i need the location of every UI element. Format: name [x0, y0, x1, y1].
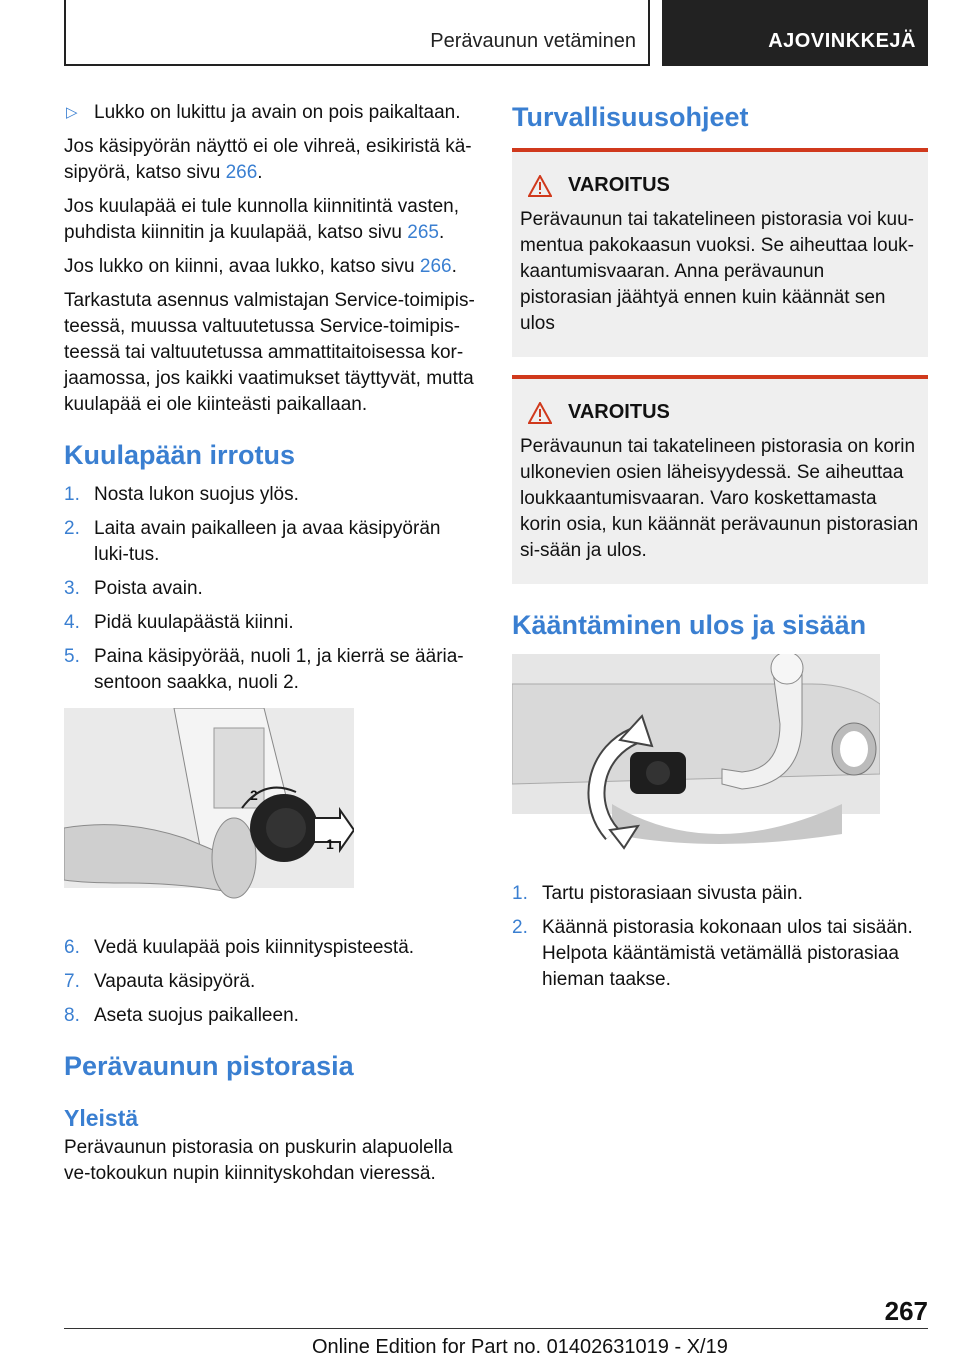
- arrow-label-1: 1: [326, 836, 334, 852]
- step-text: Tartu pistorasiaan sivusta päin.: [542, 883, 803, 904]
- step-text: Vedä kuulapää pois kiinnityspisteestä.: [94, 937, 415, 958]
- step-text: Käännä pistorasia kokonaan ulos tai sisään. Helpota kääntämistä vetämällä pistorasiaa hieman taakse.: [542, 917, 913, 990]
- step-number: 2.: [512, 917, 528, 938]
- section-title: Kääntäminen ulos ja sisään: [512, 610, 867, 640]
- triangle-bullet-icon: ▷: [66, 104, 78, 121]
- paragraph: Jos kuulapää ei tule kunnolla kiinnitintä vasten, puhdista kiinnitin ja kuulapää, katso sivu 265.: [64, 196, 460, 243]
- section-title: Turvallisuusohjeet: [512, 102, 749, 132]
- list-item: [64, 482, 478, 508]
- warning-box: [512, 148, 928, 357]
- step-text: Aseta suojus paikalleen.: [94, 1005, 299, 1026]
- paragraph: Tarkastuta asennus valmistajan Service-toimipis-teessä, muussa valtuutetussa Service-toimipis-teessä tai valtuutetussa ammattitaitoisessa kor-jaamossa, jos kaikki vaatimukset täyttyvät, mutta kuulapää ei ole kiinteästi paikallaan.: [64, 290, 475, 415]
- check-item-text: Lukko on lukittu ja avain on pois paikaltaan.: [94, 102, 461, 123]
- step-text: Nosta lukon suojus ylös.: [94, 484, 299, 505]
- page-link[interactable]: 266: [419, 256, 452, 277]
- list-item: [64, 610, 478, 636]
- header-title-box: [64, 0, 650, 66]
- step-number: 2.: [64, 518, 80, 539]
- step-text: Vapauta käsipyörä.: [94, 971, 256, 992]
- paragraph-text: Jos kuulapää ei tule kunnolla kiinnitintä vasten, puhdista kiinnitin ja kuulapää, katso sivu: [64, 196, 460, 243]
- header-chapter: AJOVINKKEJÄ: [768, 30, 916, 52]
- paragraph: Jos lukko on kiinni, avaa lukko, katso sivu 266.: [64, 256, 457, 277]
- arrow-label-2: 2: [250, 787, 258, 803]
- header-title: Perävaunun vetäminen: [430, 30, 636, 52]
- warning-label: VAROITUS: [568, 174, 670, 196]
- footer-divider: [64, 1328, 928, 1329]
- page-link[interactable]: 265: [407, 222, 439, 243]
- step-text: Poista avain.: [94, 578, 203, 599]
- list-item: [64, 969, 478, 995]
- section-title: Kuulapään irrotus: [64, 440, 296, 470]
- step-number: 8.: [64, 1005, 80, 1026]
- warning-label: VAROITUS: [568, 401, 670, 423]
- step-number: 3.: [64, 578, 80, 599]
- right-column: [512, 100, 928, 1001]
- step-number: 7.: [64, 971, 80, 992]
- page-header: [64, 0, 928, 66]
- warning-heading: [520, 174, 920, 197]
- warning-triangle-icon: [528, 175, 552, 197]
- step-number: 6.: [64, 937, 80, 958]
- steps-list: [64, 935, 478, 1029]
- warning-heading: [520, 401, 920, 424]
- list-item: [64, 1003, 478, 1029]
- step-number: 4.: [64, 612, 80, 633]
- list-item: [64, 935, 478, 961]
- paragraph-text: Jos lukko on kiinni, avaa lukko, katso sivu: [64, 256, 420, 277]
- warning-box: [512, 375, 928, 584]
- step-text: Pidä kuulapäästä kiinni.: [94, 612, 294, 633]
- list-item: [512, 915, 928, 993]
- warning-text: Perävaunun tai takatelineen pistorasia voi kuu-mentua pakokaasun vuoksi. Se aiheuttaa louk-kaantumisvaaran. Anna perävaunun pistorasian jäähtyä ennen kuin käännät sen ulos: [520, 209, 914, 334]
- steps-list: [512, 881, 928, 993]
- edition-text: Online Edition for Part no. 01402631019 - X/19: [312, 1336, 728, 1358]
- step-text: Laita avain paikalleen ja avaa käsipyörän luki-tus.: [94, 518, 441, 565]
- warning-triangle-icon: [528, 402, 552, 424]
- list-item: [64, 516, 478, 568]
- page-link[interactable]: 266: [225, 162, 258, 183]
- socket-illustration: [512, 654, 880, 854]
- paragraph: Jos käsipyörän näyttö ei ole vihreä, esikiristä kä-sipyörä, katso sivu 266.: [64, 136, 472, 183]
- step-number: 1.: [64, 484, 80, 505]
- list-item: [64, 576, 478, 602]
- step-text: Paina käsipyörää, nuoli 1, ja kierrä se ääria-sentoon saakka, nuoli 2.: [94, 646, 464, 693]
- list-item: [512, 881, 928, 907]
- page-number: 267: [884, 1296, 928, 1326]
- step-number: 5.: [64, 646, 80, 667]
- step-number: 1.: [512, 883, 528, 904]
- paragraph: Perävaunun pistorasia on puskurin alapuolella ve-tokoukun nupin kiinnityskohdan vieressä.: [64, 1137, 453, 1184]
- ball-head-figure: [64, 708, 478, 913]
- header-chapter-box: [662, 0, 928, 66]
- check-item: [64, 100, 478, 126]
- section-title: Perävaunun pistorasia: [64, 1051, 354, 1081]
- warning-text: Perävaunun tai takatelineen pistorasia on korin ulkonevien osien läheisyydessä. Se aiheuttaa loukkaantumisvaaran. Varo koskettamasta korin osia, kun käännät perävaunun pistorasian si-sään ja ulos.: [520, 436, 919, 561]
- left-column: [64, 100, 478, 1195]
- paragraph-text: Jos käsipyörän näyttö ei ole vihreä, esikiristä kä-sipyörä, katso sivu: [64, 136, 472, 183]
- ball-head-illustration: [64, 708, 354, 908]
- subsection-title: Yleistä: [64, 1105, 139, 1131]
- list-item: [64, 644, 478, 696]
- steps-list: [64, 482, 478, 696]
- socket-figure: [512, 654, 928, 859]
